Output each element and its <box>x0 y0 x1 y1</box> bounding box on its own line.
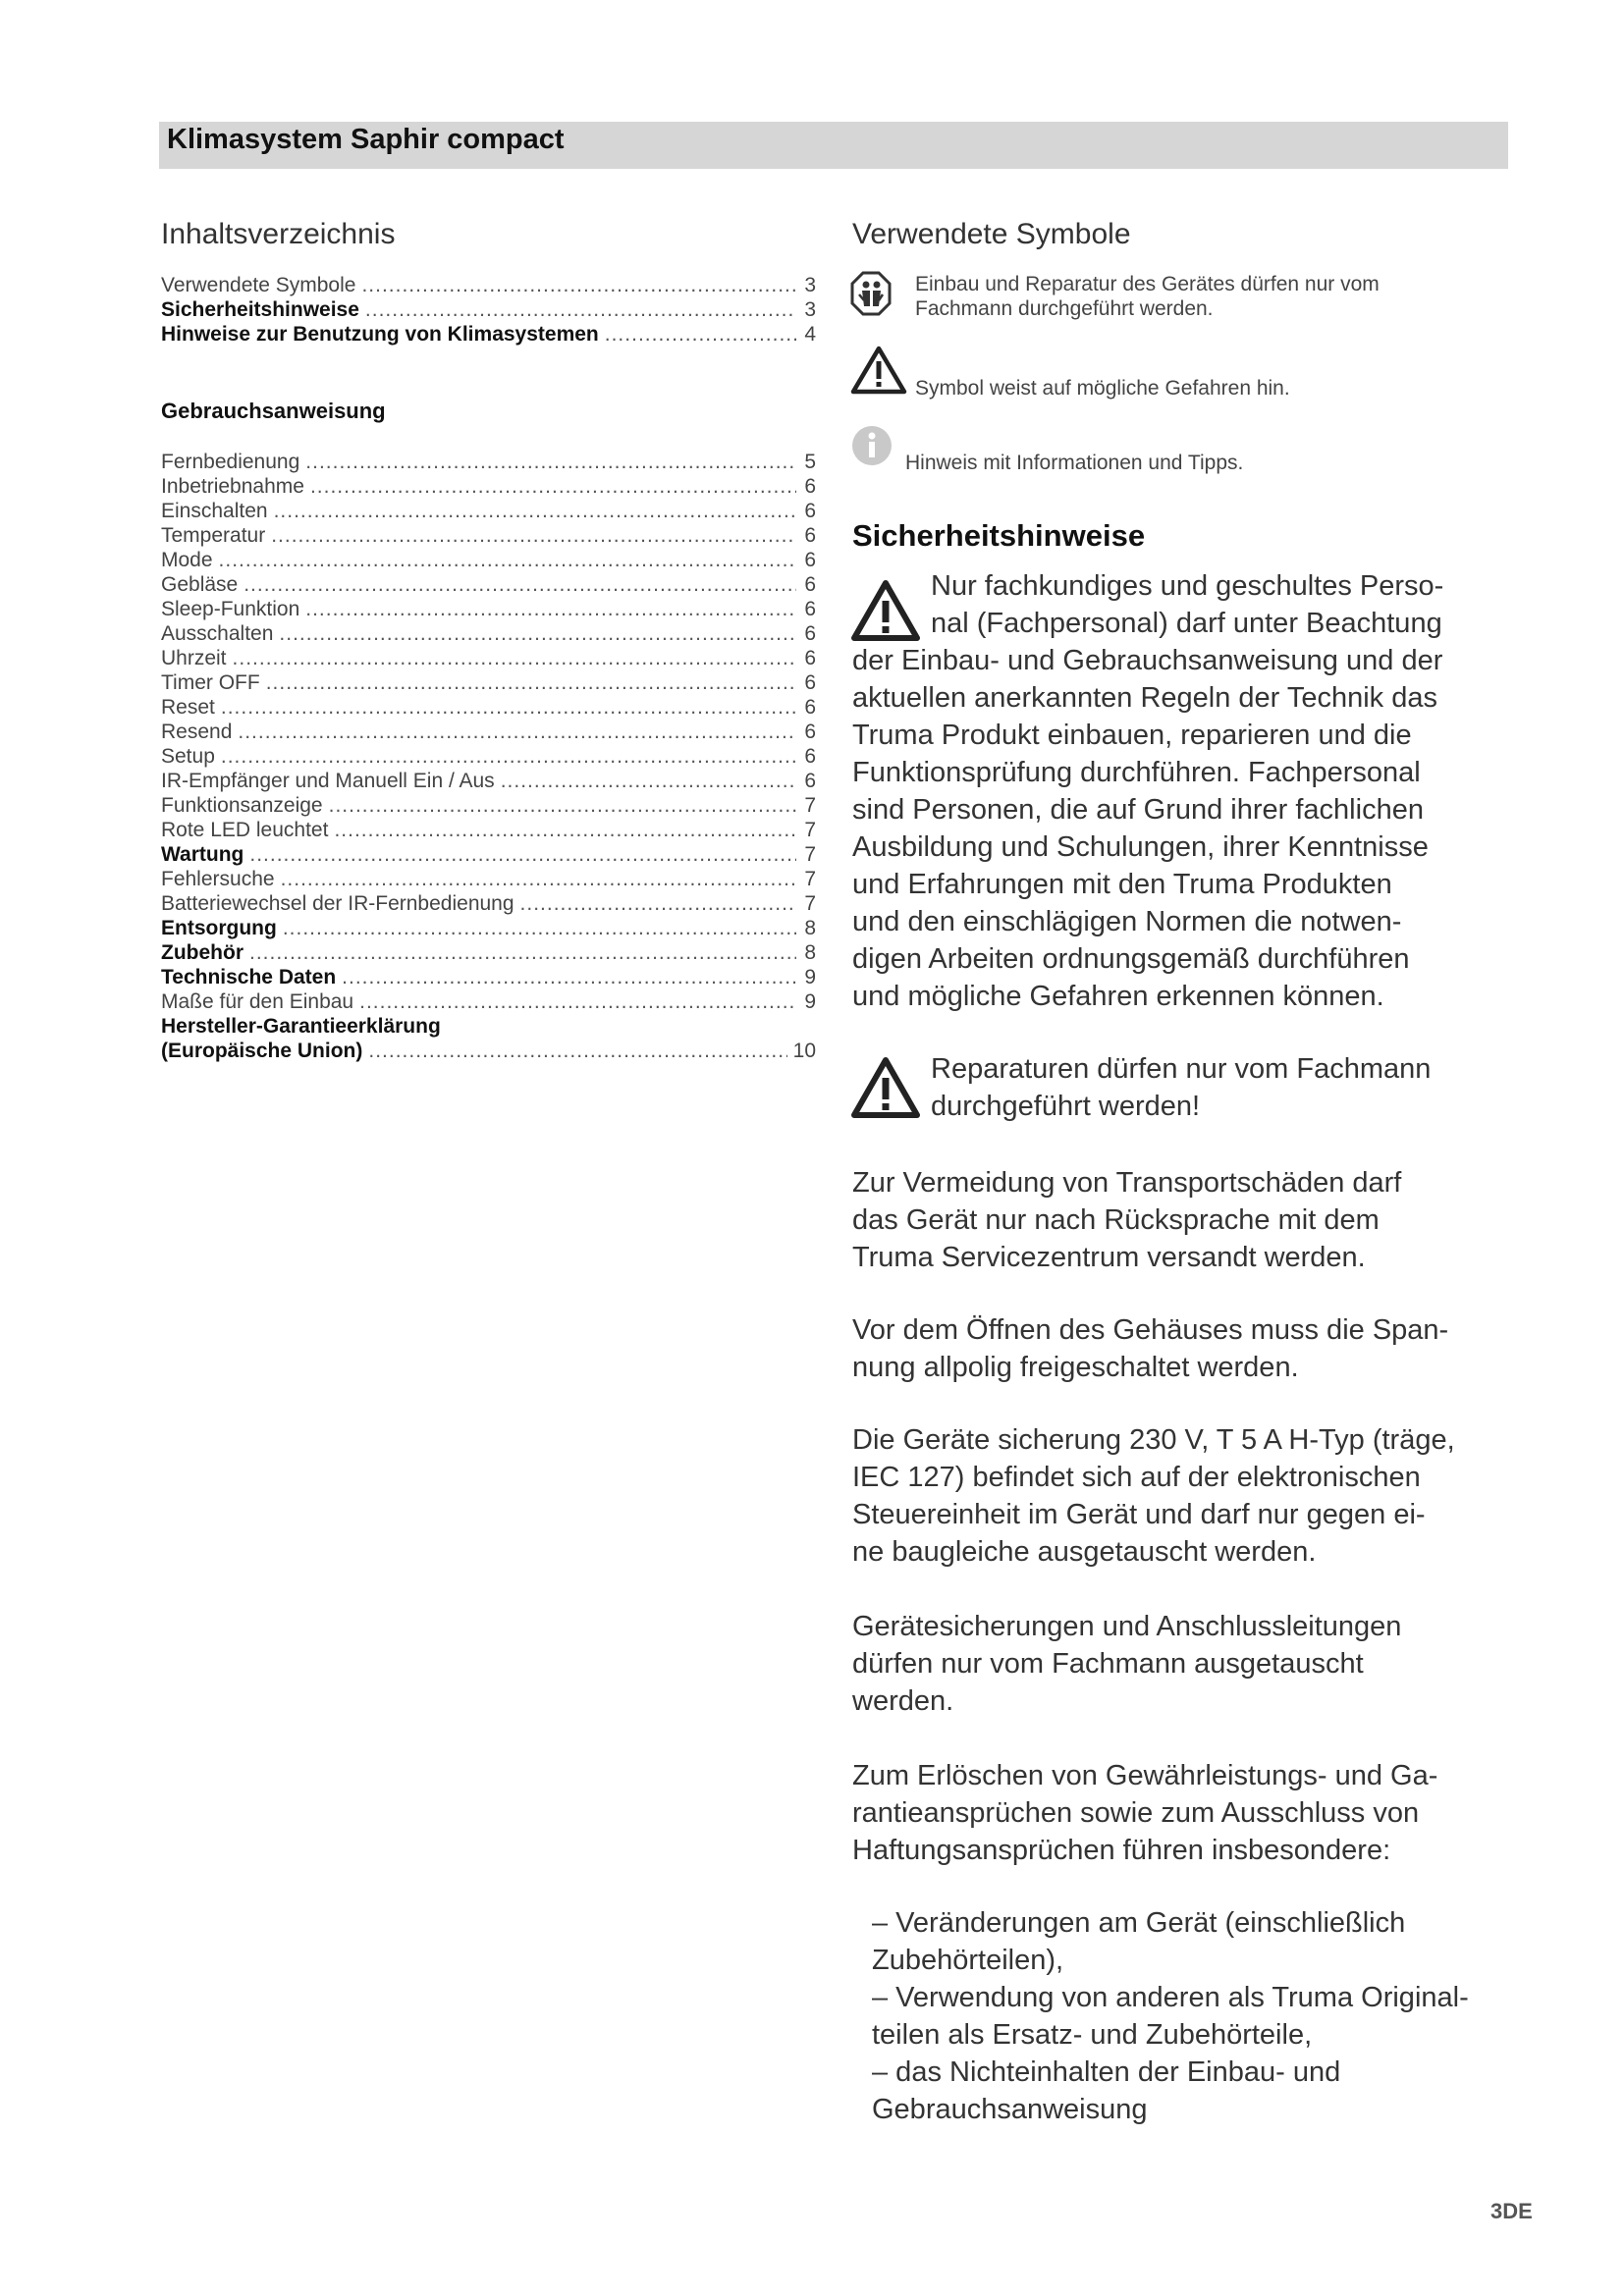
toc-entry-label: Wartung <box>161 843 244 866</box>
warn1-line-1: Nur fachkundiges und geschultes Perso- <box>931 570 1444 602</box>
text-line: nung allpolig freigeschaltet werden. <box>852 1352 1299 1383</box>
toc-entry <box>161 670 816 695</box>
toc-leader-dots <box>368 1039 786 1063</box>
warn2-line-2: durchgeführt werden! <box>931 1091 1201 1122</box>
toc-entry-page: 9 <box>804 966 816 988</box>
toc-entry-label: Rote LED leuchtet <box>161 819 329 841</box>
symbol-row-warning <box>850 346 907 400</box>
toc-entry <box>161 572 816 597</box>
toc-entry-page: 6 <box>804 500 816 522</box>
toc-entry-label: Sicherheitshinweise <box>161 298 359 321</box>
toc-entry-page: 3 <box>804 298 816 321</box>
symbol-mechanic-text-1: Einbau und Reparatur des Gerätes dürfen nur vom <box>915 273 1380 295</box>
toc-leader-dots <box>266 670 796 695</box>
toc-entry <box>161 273 816 297</box>
text-line: Ausbildung und Schulungen, ihrer Kenntnisse <box>852 831 1429 863</box>
toc-leader-dots <box>359 989 796 1014</box>
toc-entry-page: 6 <box>804 721 816 743</box>
exclusion-list <box>872 1904 1559 2128</box>
toc-leader-dots <box>249 940 796 965</box>
toc-subheading: Gebrauchsanweisung <box>161 399 386 423</box>
toc-entry-page: 3 <box>804 274 816 296</box>
symbol-mechanic-text-2: Fachmann durchgeführt werden. <box>915 297 1214 320</box>
warning-icon <box>850 579 921 642</box>
safety-paragraph-1 <box>852 1164 1540 1276</box>
toc-leader-dots <box>329 793 796 818</box>
toc-leader-dots <box>361 273 796 297</box>
warn1-paragraph <box>852 642 1540 1015</box>
toc-entry-label: Gebläse <box>161 573 239 596</box>
toc-entry-label: Setup <box>161 745 215 768</box>
toc-entry-page: 9 <box>804 990 816 1013</box>
toc-entry-label: Sleep-Funktion <box>161 598 300 620</box>
toc-entry-page: 6 <box>804 696 816 719</box>
toc-entry <box>161 769 816 793</box>
toc-entry-page: 6 <box>804 671 816 694</box>
warn2-line-1: Reparaturen dürfen nur vom Fachmann <box>931 1053 1432 1085</box>
toc-entry-page: 6 <box>804 770 816 792</box>
text-line: rantieansprüchen sowie zum Ausschluss von <box>852 1797 1420 1829</box>
toc-entry-label: Einschalten <box>161 500 268 522</box>
toc-entry-label: Batteriewechsel der IR-Fernbedienung <box>161 892 514 915</box>
toc-leader-dots <box>244 572 796 597</box>
text-line: – das Nichteinhalten der Einbau- und <box>872 2056 1341 2088</box>
toc-entry-page: 10 <box>792 1040 816 1062</box>
toc-leader-dots <box>233 646 796 670</box>
text-line: dürfen nur vom Fachmann ausgetauscht <box>852 1648 1364 1680</box>
toc-entry-page: 6 <box>804 598 816 620</box>
toc-leader-dots <box>305 597 796 621</box>
toc-main-list <box>161 450 816 1063</box>
symbols-heading: Verwendete Symbole <box>852 218 1131 250</box>
toc-entry <box>161 474 816 499</box>
text-line: der Einbau- und Gebrauchsanweisung und der <box>852 645 1443 676</box>
toc-entry-label: Resend <box>161 721 233 743</box>
toc-leader-dots <box>310 474 796 499</box>
text-line: Truma Servicezentrum versandt werden. <box>852 1242 1366 1273</box>
toc-entry <box>161 867 816 891</box>
text-line: Vor dem Öffnen des Gehäuses muss die Span- <box>852 1314 1449 1346</box>
toc-entry-page: 6 <box>804 549 816 571</box>
toc-entry <box>161 916 816 940</box>
text-line: teilen als Ersatz- und Zubehörteile, <box>872 2019 1313 2051</box>
text-line: werden. <box>852 1685 954 1717</box>
text-line: Die Geräte sicherung 230 V, T 5 A H-Typ (träge, <box>852 1424 1455 1456</box>
toc-entry-label: Technische Daten <box>161 966 337 988</box>
toc-entry-label: Uhrzeit <box>161 647 227 669</box>
symbol-warning-text: Symbol weist auf mögliche Gefahren hin. <box>915 377 1290 400</box>
text-line: – Veränderungen am Gerät (einschließlich <box>872 1907 1406 1939</box>
toc-entry-page: 6 <box>804 622 816 645</box>
toc-leader-dots <box>342 965 796 989</box>
toc-leader-dots <box>501 769 796 793</box>
toc-leader-dots <box>520 891 796 916</box>
warning-icon <box>850 346 907 395</box>
text-line: das Gerät nur nach Rücksprache mit dem <box>852 1204 1380 1236</box>
toc-entry-label: Inbetriebnahme <box>161 475 304 498</box>
text-line: sind Personen, die auf Grund ihrer fachlichen <box>852 794 1424 826</box>
toc-entry <box>161 523 816 548</box>
toc-entry <box>161 818 816 842</box>
text-line: und mögliche Gefahren erkennen können. <box>852 981 1384 1012</box>
toc-entry-label: IR-Empfänger und Manuell Ein / Aus <box>161 770 495 792</box>
toc-entry-label: Maße für den Einbau <box>161 990 354 1013</box>
toc-entry-page: 7 <box>804 794 816 817</box>
toc-entry <box>161 965 816 989</box>
toc-leader-dots <box>219 548 796 572</box>
toc-entry <box>161 1014 816 1039</box>
toc-entry <box>161 695 816 720</box>
toc-entry-label: (Europäische Union) <box>161 1040 363 1062</box>
text-line: Zum Erlöschen von Gewährleistungs- und Ga- <box>852 1760 1438 1791</box>
symbol-row-info <box>850 424 893 472</box>
toc-entry <box>161 621 816 646</box>
toc-entry-page: 7 <box>804 843 816 866</box>
toc-entry <box>161 597 816 621</box>
toc-leader-dots <box>274 499 796 523</box>
toc-entry <box>161 646 816 670</box>
toc-entry <box>161 1039 816 1063</box>
safety-paragraph-2 <box>852 1311 1540 1386</box>
toc-intro-list <box>161 273 816 347</box>
toc-leader-dots <box>221 744 796 769</box>
toc-entry <box>161 744 816 769</box>
info-icon <box>850 424 893 467</box>
toc-entry-label: Zubehör <box>161 941 244 964</box>
text-line: Funktionsprüfung durchführen. Fachpersonal <box>852 757 1421 788</box>
toc-leader-dots <box>221 695 796 720</box>
toc-leader-dots <box>281 867 796 891</box>
mechanic-icon <box>850 271 892 316</box>
toc-entry-label: Reset <box>161 696 215 719</box>
toc-entry-page: 6 <box>804 647 816 669</box>
text-line: ne baugleiche ausgetauscht werden. <box>852 1536 1317 1568</box>
toc-entry-label: Ausschalten <box>161 622 274 645</box>
toc-entry-page: 7 <box>804 892 816 915</box>
toc-entry-page: 6 <box>804 475 816 498</box>
toc-leader-dots <box>271 523 796 548</box>
text-line: Truma Produkt einbauen, reparieren und die <box>852 720 1412 751</box>
text-line: Haftungsansprüchen führen insbesondere: <box>852 1835 1391 1866</box>
toc-entry-page: 7 <box>804 819 816 841</box>
toc-entry-label: Timer OFF <box>161 671 260 694</box>
symbol-info-text: Hinweis mit Informationen und Tipps. <box>905 452 1244 474</box>
toc-leader-dots <box>605 322 796 347</box>
toc-entry <box>161 720 816 744</box>
toc-entry-page: 4 <box>804 323 816 346</box>
toc-entry <box>161 842 816 867</box>
text-line: Gebrauchsanweisung <box>872 2094 1148 2125</box>
toc-entry <box>161 499 816 523</box>
toc-entry-label: Temperatur <box>161 524 266 547</box>
toc-entry-label: Fehlersuche <box>161 868 275 890</box>
safety-paragraph-3 <box>852 1421 1540 1571</box>
toc-entry-page: 8 <box>804 941 816 964</box>
text-line: Steuereinheit im Gerät und darf nur gegen ei- <box>852 1499 1426 1530</box>
toc-entry <box>161 793 816 818</box>
toc-entry-label: Hersteller-Garantieerklärung <box>161 1015 441 1038</box>
toc-entry <box>161 450 816 474</box>
warn1-line-2: nal (Fachpersonal) darf unter Beachtung <box>931 608 1442 639</box>
toc-leader-dots <box>283 916 796 940</box>
safety-paragraph-5 <box>852 1757 1540 1869</box>
text-line: Zur Vermeidung von Transportschäden darf <box>852 1167 1402 1199</box>
warning-icon <box>850 1056 921 1119</box>
toc-entry <box>161 940 816 965</box>
toc-entry-label: Verwendete Symbole <box>161 274 356 296</box>
toc-entry-page: 6 <box>804 573 816 596</box>
safety-paragraph-4 <box>852 1608 1540 1720</box>
toc-entry <box>161 297 816 322</box>
text-line: IEC 127) befindet sich auf der elektronischen <box>852 1462 1421 1493</box>
toc-entry <box>161 989 816 1014</box>
toc-heading: Inhaltsverzeichnis <box>161 218 396 250</box>
toc-entry-page: 6 <box>804 745 816 768</box>
safety-heading: Sicherheitshinweise <box>852 518 1146 553</box>
toc-entry-label: Fernbedienung <box>161 451 300 473</box>
toc-entry-page: 7 <box>804 868 816 890</box>
toc-entry-page: 8 <box>804 917 816 939</box>
toc-entry <box>161 548 816 572</box>
toc-entry-page: 5 <box>804 451 816 473</box>
toc-entry-label: Entsorgung <box>161 917 277 939</box>
toc-leader-dots <box>365 297 796 322</box>
toc-entry <box>161 891 816 916</box>
toc-leader-dots <box>279 621 796 646</box>
text-line: Zubehörteilen), <box>872 1945 1064 1976</box>
text-line: und den einschlägigen Normen die notwen- <box>852 906 1402 937</box>
text-line: und Erfahrungen mit den Truma Produkten <box>852 869 1392 900</box>
toc-entry-label: Mode <box>161 549 213 571</box>
text-line: digen Arbeiten ordnungsgemäß durchführen <box>852 943 1410 975</box>
text-line: Gerätesicherungen und Anschlussleitungen <box>852 1611 1402 1642</box>
page-number: 3DE <box>1490 2199 1533 2223</box>
text-line: – Verwendung von anderen als Truma Original- <box>872 1982 1469 2013</box>
toc-leader-dots <box>334 818 796 842</box>
toc-leader-dots <box>305 450 796 474</box>
toc-entry <box>161 322 816 347</box>
text-line: aktuellen anerkannten Regeln der Technik das <box>852 682 1437 714</box>
toc-leader-dots <box>249 842 796 867</box>
document-title: Klimasystem Saphir compact <box>167 124 565 155</box>
toc-leader-dots <box>238 720 796 744</box>
toc-entry-label: Hinweise zur Benutzung von Klimasystemen <box>161 323 599 346</box>
toc-entry-page: 6 <box>804 524 816 547</box>
toc-entry-label: Funktionsanzeige <box>161 794 323 817</box>
symbol-row-mechanic <box>850 271 892 321</box>
